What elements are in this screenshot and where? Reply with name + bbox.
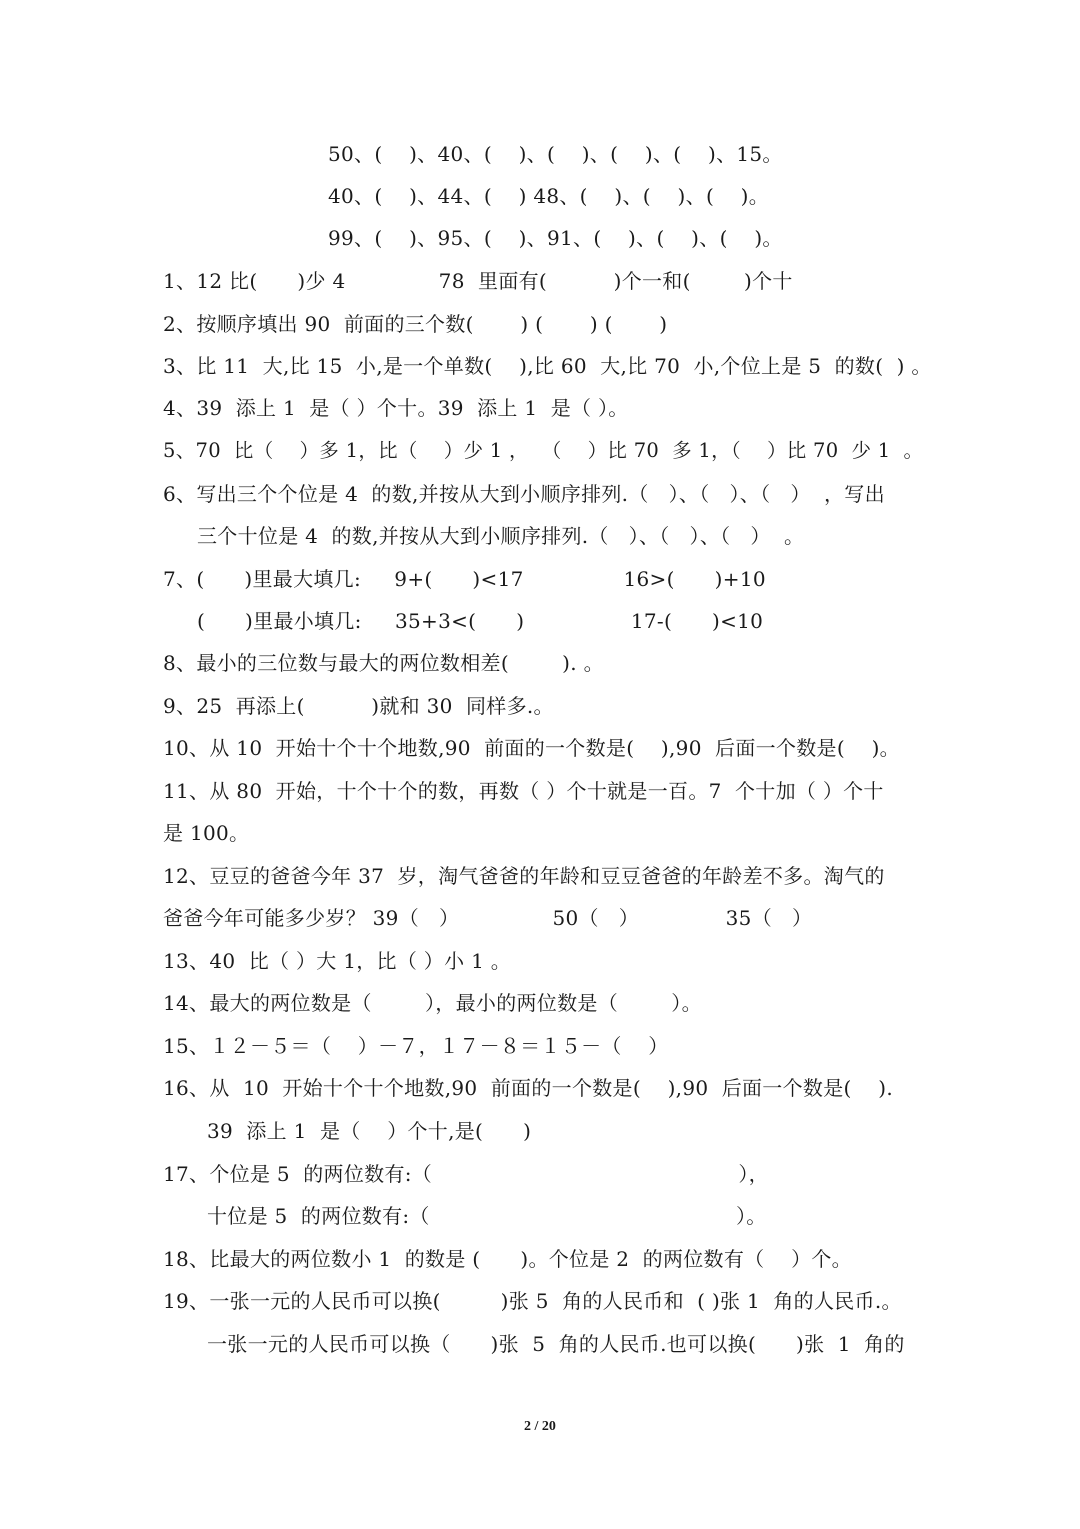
- question-3: 3、比 11 大,比 15 小,是一个单数( ),比 60 大,比 70 小,个位上是 5 的数( ) 。: [163, 354, 932, 378]
- sequence-line-2: 40、( )、44、( ) 48、( )、( )、( )。: [328, 184, 770, 208]
- question-16-line-2: 39 添上 1 是（ ）个十,是( ): [207, 1119, 532, 1143]
- question-5: 5、70 比（ ）多 1，比（ ）少 1 ， （ ）比 70 多 1，（ ）比 70 少 1 。: [163, 439, 924, 462]
- question-14: 14、最大的两位数是（ ），最小的两位数是（ ）。: [163, 991, 702, 1015]
- question-7-line-1: 7、( )里最大填几: 9+( )<17 16>( )+10: [163, 567, 766, 591]
- question-8: 8、最小的三位数与最大的两位数相差( ). 。: [163, 651, 604, 675]
- question-6-line-1: 6、写出三个个位是 4 的数,并按从大到小顺序排列.（ ）、（ ）、（ ） ，写出: [163, 482, 885, 506]
- question-7-line-2: ( )里最小填几: 35+3<( ) 17-( )<10: [197, 609, 764, 633]
- question-9: 9、25 再添上( )就和 30 同样多.。: [163, 694, 554, 718]
- question-11-line-2: 是 100。: [163, 821, 250, 845]
- question-4: 4、39 添上 1 是（ ）个十。39 添上 1 是（ ）。: [163, 396, 629, 420]
- question-18: 18、比最大的两位数小 1 的数是 ( )。个位是 2 的两位数有（ ）个。: [163, 1247, 852, 1271]
- question-10: 10、从 10 开始十个十个地数,90 前面的一个数是( ),90 后面一个数是( )。: [163, 736, 900, 760]
- page-number: 2 / 20: [524, 1419, 556, 1434]
- sequence-line-1: 50、( )、40、( )、( )、( )、( )、15。: [328, 142, 783, 166]
- question-17-line-2: 十位是 5 的两位数有:（ ）。: [207, 1204, 767, 1228]
- question-12-line-1: 12、豆豆的爸爸今年 37 岁，淘气爸爸的年龄和豆豆爸爸的年龄差不多。淘气的: [163, 864, 885, 888]
- question-17-line-1: 17、个位是 5 的两位数有:（ ），: [163, 1162, 769, 1186]
- question-19-line-1: 19、一张一元的人民币可以换( )张 5 角的人民币和 ( )张 1 角的人民币.。: [163, 1289, 902, 1313]
- question-12-line-2: 爸爸今年可能多少岁？ 39（ ） 50（ ） 35（ ）: [163, 906, 813, 930]
- question-19-line-2: 一张一元的人民币可以换（ )张 5 角的人民币.也可以换( )张 1 角的: [207, 1332, 905, 1356]
- question-2: 2、按顺序填出 90 前面的三个数( ) ( ) ( ): [163, 312, 668, 336]
- question-11-line-1: 11、从 80 开始，十个十个的数，再数（ ）个十就是一百。7 个十加（ ）个十: [163, 779, 884, 803]
- sequence-line-3: 99、( )、95、( )、91、( )、( )、( )。: [328, 226, 783, 250]
- question-6-line-2: 三个十位是 4 的数,并按从大到小顺序排列.（ ）、（ ）、（ ） 。: [197, 524, 805, 548]
- question-13: 13、40 比（ ）大 1，比（ ）小 1 。: [163, 949, 512, 973]
- question-1: 1、12 比( )少 4 78 里面有( )个一和( )个十: [163, 269, 793, 293]
- question-16-line-1: 16、从 10 开始十个十个地数,90 前面的一个数是( ),90 后面一个数是( ).: [163, 1076, 893, 1100]
- question-15: 15、１２－５＝（ ）－７，１７－８＝１５－（ ）: [163, 1034, 669, 1058]
